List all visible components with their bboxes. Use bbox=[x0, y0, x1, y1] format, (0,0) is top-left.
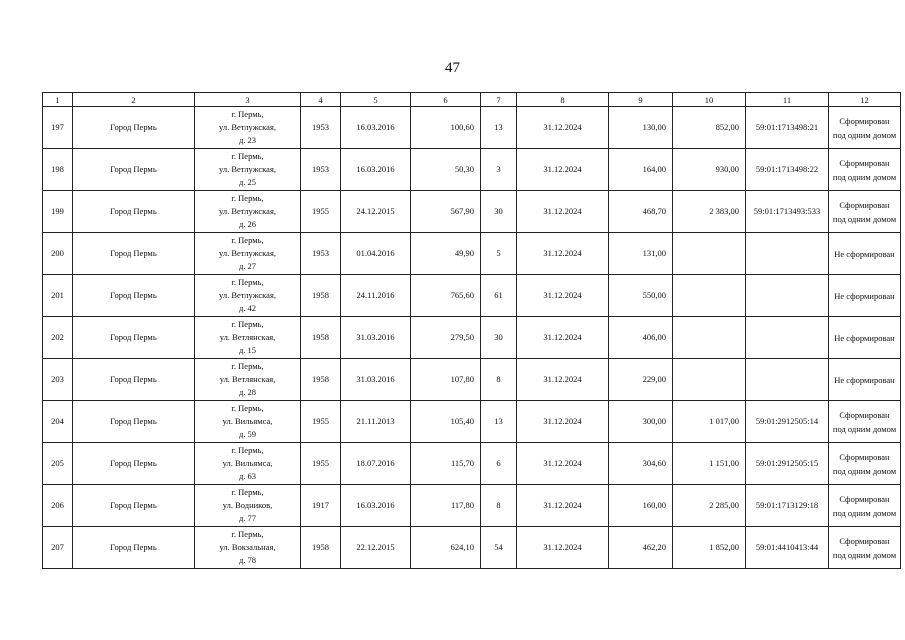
address-line: г. Пермь, bbox=[231, 277, 264, 287]
column-header-6: 6 bbox=[411, 93, 481, 107]
municipality-cell: Город Пермь bbox=[73, 401, 195, 443]
status-line: Не сформирован bbox=[834, 374, 895, 385]
row-number-cell: 205 bbox=[43, 443, 73, 485]
table-row bbox=[43, 191, 901, 233]
area-cell: 105,40 bbox=[411, 401, 481, 443]
status-line: Сформирован bbox=[839, 157, 890, 168]
status-cell bbox=[829, 527, 901, 569]
year-cell: 1955 bbox=[301, 401, 341, 443]
address-cell bbox=[195, 191, 301, 233]
address-line: г. Пермь, bbox=[231, 109, 264, 119]
value-9-cell: 164,00 bbox=[609, 149, 673, 191]
cadastral-number-cell: 59:01:2912505:15 bbox=[746, 443, 829, 485]
column-header-1: 1 bbox=[43, 93, 73, 107]
address-line: г. Пермь, bbox=[231, 151, 264, 161]
value-10-cell: 1 151,00 bbox=[673, 443, 746, 485]
date-cell: 31.03.2016 bbox=[341, 359, 411, 401]
status-cell bbox=[829, 485, 901, 527]
plan-date-cell: 31.12.2024 bbox=[517, 107, 609, 149]
column-header-7: 7 bbox=[481, 93, 517, 107]
status-line: под одним домом bbox=[832, 465, 897, 476]
status-cell bbox=[829, 233, 901, 275]
address-line: д. 63 bbox=[238, 471, 257, 481]
date-cell: 24.12.2015 bbox=[341, 191, 411, 233]
address-cell bbox=[195, 359, 301, 401]
value-9-cell: 550,00 bbox=[609, 275, 673, 317]
row-number-cell: 200 bbox=[43, 233, 73, 275]
address-line: д. 23 bbox=[238, 135, 257, 145]
value-10-cell bbox=[673, 233, 746, 275]
table-body bbox=[43, 107, 901, 569]
status-line: Не сформирован bbox=[834, 332, 895, 343]
address-line: ул. Ветлужская, bbox=[219, 122, 276, 132]
year-cell: 1958 bbox=[301, 275, 341, 317]
municipality-cell: Город Пермь bbox=[73, 191, 195, 233]
value-10-cell: 2 285,00 bbox=[673, 485, 746, 527]
date-cell: 31.03.2016 bbox=[341, 317, 411, 359]
address-line: ул. Водников, bbox=[222, 500, 273, 510]
table-row bbox=[43, 233, 901, 275]
municipality-cell: Город Пермь bbox=[73, 527, 195, 569]
plan-date-cell: 31.12.2024 bbox=[517, 275, 609, 317]
municipality-cell: Город Пермь bbox=[73, 485, 195, 527]
table-header bbox=[43, 93, 901, 107]
status-line: Сформирован bbox=[839, 493, 890, 504]
address-line: ул. Ветлужская, bbox=[219, 248, 276, 258]
plan-date-cell: 31.12.2024 bbox=[517, 527, 609, 569]
count-cell: 30 bbox=[481, 191, 517, 233]
address-line: ул. Вильямса, bbox=[222, 416, 273, 426]
table-row bbox=[43, 149, 901, 191]
status-cell bbox=[829, 401, 901, 443]
status-cell bbox=[829, 107, 901, 149]
address-line: г. Пермь, bbox=[231, 403, 264, 413]
value-9-cell: 406,00 bbox=[609, 317, 673, 359]
address-line: г. Пермь, bbox=[231, 487, 264, 497]
row-number-cell: 198 bbox=[43, 149, 73, 191]
status-cell bbox=[829, 191, 901, 233]
cadastral-number-cell bbox=[746, 359, 829, 401]
cadastral-number-cell: 59:01:1713498:22 bbox=[746, 149, 829, 191]
date-cell: 24.11.2016 bbox=[341, 275, 411, 317]
row-number-cell: 206 bbox=[43, 485, 73, 527]
address-line: д. 77 bbox=[238, 513, 257, 523]
count-cell: 5 bbox=[481, 233, 517, 275]
row-number-cell: 204 bbox=[43, 401, 73, 443]
status-line: под одним домом bbox=[832, 507, 897, 518]
address-cell bbox=[195, 107, 301, 149]
column-header-4: 4 bbox=[301, 93, 341, 107]
address-line: ул. Ветлужская, bbox=[219, 164, 276, 174]
status-cell bbox=[829, 317, 901, 359]
address-line: г. Пермь, bbox=[231, 235, 264, 245]
address-cell bbox=[195, 275, 301, 317]
address-line: д. 26 bbox=[238, 219, 257, 229]
table-row bbox=[43, 275, 901, 317]
area-cell: 50,30 bbox=[411, 149, 481, 191]
status-cell bbox=[829, 443, 901, 485]
area-cell: 115,70 bbox=[411, 443, 481, 485]
value-10-cell bbox=[673, 275, 746, 317]
column-header-12: 12 bbox=[829, 93, 901, 107]
column-header-3: 3 bbox=[195, 93, 301, 107]
count-cell: 8 bbox=[481, 485, 517, 527]
address-line: г. Пермь, bbox=[231, 445, 264, 455]
cadastral-number-cell: 59:01:1713493:533 bbox=[746, 191, 829, 233]
count-cell: 61 bbox=[481, 275, 517, 317]
value-9-cell: 131,00 bbox=[609, 233, 673, 275]
value-9-cell: 468,70 bbox=[609, 191, 673, 233]
date-cell: 16.03.2016 bbox=[341, 107, 411, 149]
status-line: под одним домом bbox=[832, 171, 897, 182]
municipality-cell: Город Пермь bbox=[73, 107, 195, 149]
value-10-cell: 1 852,00 bbox=[673, 527, 746, 569]
address-line: г. Пермь, bbox=[231, 529, 264, 539]
cadastral-number-cell: 59:01:1713129:18 bbox=[746, 485, 829, 527]
address-line: г. Пермь, bbox=[231, 319, 264, 329]
table-row bbox=[43, 401, 901, 443]
area-cell: 117,80 bbox=[411, 485, 481, 527]
year-cell: 1958 bbox=[301, 359, 341, 401]
row-number-cell: 202 bbox=[43, 317, 73, 359]
status-line: под одним домом bbox=[832, 129, 897, 140]
area-cell: 107,80 bbox=[411, 359, 481, 401]
plan-date-cell: 31.12.2024 bbox=[517, 443, 609, 485]
address-cell bbox=[195, 527, 301, 569]
address-line: ул. Вокзальная, bbox=[219, 542, 276, 552]
column-header-8: 8 bbox=[517, 93, 609, 107]
address-line: д. 28 bbox=[238, 387, 257, 397]
column-header-2: 2 bbox=[73, 93, 195, 107]
year-cell: 1953 bbox=[301, 149, 341, 191]
municipality-cell: Город Пермь bbox=[73, 233, 195, 275]
address-line: д. 59 bbox=[238, 429, 257, 439]
status-cell bbox=[829, 149, 901, 191]
address-line: д. 25 bbox=[238, 177, 257, 187]
row-number-cell: 197 bbox=[43, 107, 73, 149]
year-cell: 1958 bbox=[301, 527, 341, 569]
area-cell: 765,60 bbox=[411, 275, 481, 317]
row-number-cell: 199 bbox=[43, 191, 73, 233]
address-cell bbox=[195, 443, 301, 485]
cadastral-number-cell: 59:01:4410413:44 bbox=[746, 527, 829, 569]
status-line: Не сформирован bbox=[834, 290, 895, 301]
status-cell bbox=[829, 359, 901, 401]
year-cell: 1958 bbox=[301, 317, 341, 359]
column-header-5: 5 bbox=[341, 93, 411, 107]
municipality-cell: Город Пермь bbox=[73, 443, 195, 485]
plan-date-cell: 31.12.2024 bbox=[517, 401, 609, 443]
table-row bbox=[43, 443, 901, 485]
count-cell: 13 bbox=[481, 107, 517, 149]
status-line: Сформирован bbox=[839, 535, 890, 546]
area-cell: 567,90 bbox=[411, 191, 481, 233]
value-10-cell: 2 383,00 bbox=[673, 191, 746, 233]
address-line: д. 78 bbox=[238, 555, 257, 565]
count-cell: 54 bbox=[481, 527, 517, 569]
area-cell: 279,50 bbox=[411, 317, 481, 359]
column-header-10: 10 bbox=[673, 93, 746, 107]
value-10-cell: 930,00 bbox=[673, 149, 746, 191]
cadastral-number-cell: 59:01:2912505:14 bbox=[746, 401, 829, 443]
area-cell: 624,10 bbox=[411, 527, 481, 569]
cadastral-number-cell bbox=[746, 317, 829, 359]
column-header-11: 11 bbox=[746, 93, 829, 107]
plan-date-cell: 31.12.2024 bbox=[517, 317, 609, 359]
address-cell bbox=[195, 149, 301, 191]
table-row bbox=[43, 317, 901, 359]
date-cell: 16.03.2016 bbox=[341, 149, 411, 191]
table-row bbox=[43, 107, 901, 149]
address-cell bbox=[195, 233, 301, 275]
status-line: Сформирован bbox=[839, 451, 890, 462]
date-cell: 21.11.2013 bbox=[341, 401, 411, 443]
cadastral-number-cell: 59:01:1713498:21 bbox=[746, 107, 829, 149]
count-cell: 6 bbox=[481, 443, 517, 485]
date-cell: 01.04.2016 bbox=[341, 233, 411, 275]
count-cell: 13 bbox=[481, 401, 517, 443]
value-10-cell: 1 017,00 bbox=[673, 401, 746, 443]
count-cell: 3 bbox=[481, 149, 517, 191]
year-cell: 1955 bbox=[301, 443, 341, 485]
address-line: ул. Ветлужская, bbox=[219, 290, 276, 300]
count-cell: 30 bbox=[481, 317, 517, 359]
row-number-cell: 207 bbox=[43, 527, 73, 569]
address-line: г. Пермь, bbox=[231, 361, 264, 371]
address-cell bbox=[195, 401, 301, 443]
header-row bbox=[43, 93, 901, 107]
cadastral-number-cell bbox=[746, 233, 829, 275]
year-cell: 1953 bbox=[301, 107, 341, 149]
registry-table bbox=[42, 92, 901, 569]
value-10-cell: 852,00 bbox=[673, 107, 746, 149]
value-9-cell: 160,00 bbox=[609, 485, 673, 527]
status-line: под одним домом bbox=[832, 549, 897, 560]
status-cell bbox=[829, 275, 901, 317]
table-row bbox=[43, 527, 901, 569]
address-line: д. 27 bbox=[238, 261, 257, 271]
value-10-cell bbox=[673, 359, 746, 401]
row-number-cell: 201 bbox=[43, 275, 73, 317]
value-9-cell: 130,00 bbox=[609, 107, 673, 149]
column-header-9: 9 bbox=[609, 93, 673, 107]
value-9-cell: 304,60 bbox=[609, 443, 673, 485]
address-line: ул. Ветлянская, bbox=[219, 332, 276, 342]
status-line: Сформирован bbox=[839, 115, 890, 126]
table-row bbox=[43, 485, 901, 527]
value-9-cell: 462,20 bbox=[609, 527, 673, 569]
municipality-cell: Город Пермь bbox=[73, 317, 195, 359]
plan-date-cell: 31.12.2024 bbox=[517, 359, 609, 401]
plan-date-cell: 31.12.2024 bbox=[517, 485, 609, 527]
status-line: под одним домом bbox=[832, 213, 897, 224]
year-cell: 1955 bbox=[301, 191, 341, 233]
address-line: д. 42 bbox=[238, 303, 257, 313]
page-number: 47 bbox=[445, 60, 460, 76]
address-line: г. Пермь, bbox=[231, 193, 264, 203]
date-cell: 16.03.2016 bbox=[341, 485, 411, 527]
address-line: ул. Ветлянская, bbox=[219, 374, 276, 384]
year-cell: 1917 bbox=[301, 485, 341, 527]
value-9-cell: 300,00 bbox=[609, 401, 673, 443]
date-cell: 18.07.2016 bbox=[341, 443, 411, 485]
area-cell: 100,60 bbox=[411, 107, 481, 149]
value-10-cell bbox=[673, 317, 746, 359]
area-cell: 49,90 bbox=[411, 233, 481, 275]
status-line: Сформирован bbox=[839, 199, 890, 210]
municipality-cell: Город Пермь bbox=[73, 149, 195, 191]
plan-date-cell: 31.12.2024 bbox=[517, 191, 609, 233]
plan-date-cell: 31.12.2024 bbox=[517, 233, 609, 275]
address-line: ул. Ветлужская, bbox=[219, 206, 276, 216]
date-cell: 22.12.2015 bbox=[341, 527, 411, 569]
plan-date-cell: 31.12.2024 bbox=[517, 149, 609, 191]
year-cell: 1953 bbox=[301, 233, 341, 275]
address-cell bbox=[195, 485, 301, 527]
row-number-cell: 203 bbox=[43, 359, 73, 401]
table-row bbox=[43, 359, 901, 401]
municipality-cell: Город Пермь bbox=[73, 275, 195, 317]
value-9-cell: 229,00 bbox=[609, 359, 673, 401]
municipality-cell: Город Пермь bbox=[73, 359, 195, 401]
address-line: ул. Вильямса, bbox=[222, 458, 273, 468]
status-line: Не сформирован bbox=[834, 248, 895, 259]
count-cell: 8 bbox=[481, 359, 517, 401]
cadastral-number-cell bbox=[746, 275, 829, 317]
address-line: д. 15 bbox=[238, 345, 257, 355]
status-line: Сформирован bbox=[839, 409, 890, 420]
status-line: под одним домом bbox=[832, 423, 897, 434]
address-cell bbox=[195, 317, 301, 359]
